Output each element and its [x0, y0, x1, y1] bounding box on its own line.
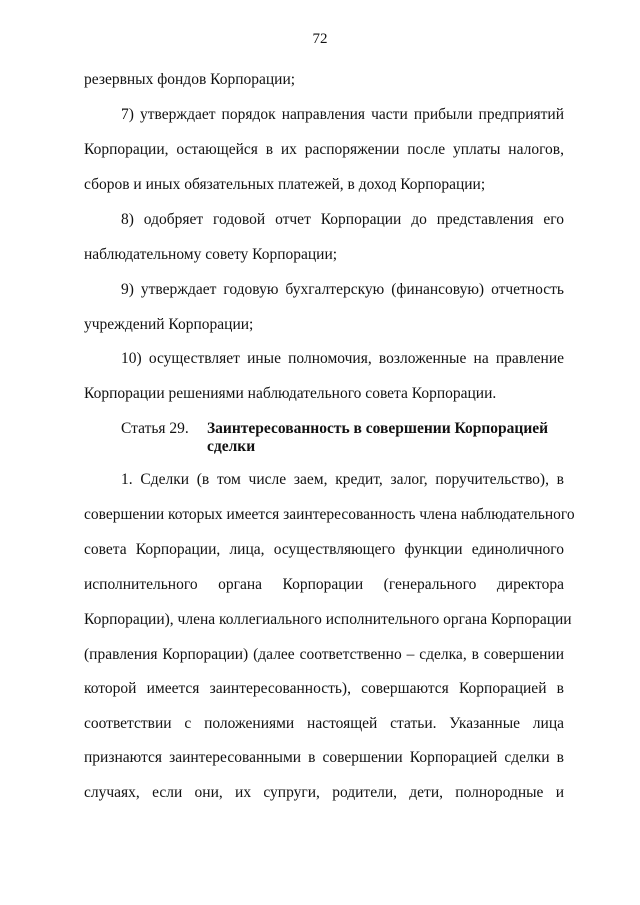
text-line: учреждений Корпорации; — [84, 316, 254, 333]
article-title-line: сделки — [207, 438, 256, 455]
text-line: Корпорации, остающейся в их распоряжении после уплаты налогов, — [84, 141, 564, 158]
article-number: Статья 29. — [121, 420, 189, 437]
page-number: 72 — [312, 31, 328, 47]
paragraph-1-line: 1. Сделки (в том числе заем, кредит, залог, поручительство), в — [121, 471, 564, 488]
list-item-10-line: 10) осуществляет иные полномочия, возложенные на правление — [121, 350, 564, 367]
text-line: наблюдательному совету Корпорации; — [84, 246, 338, 263]
article-title-line: Заинтересованность в совершении Корпорацией — [207, 420, 549, 437]
text-line: совета Корпорации, лица, осуществляющего функции единоличного — [84, 541, 564, 558]
text-line: совершении которых имеется заинтересованность члена наблюдательного — [84, 506, 575, 523]
list-item-9-line: 9) утверждает годовую бухгалтерскую (финансовую) отчетность — [121, 281, 564, 298]
text-line: соответствии с положениями настоящей статьи. Указанные лица — [84, 715, 564, 732]
text-line: Корпорации), члена коллегиального исполнительного органа Корпорации — [84, 611, 572, 628]
text-line: Корпорации решениями наблюдательного совета Корпорации. — [84, 385, 497, 402]
text-line: сборов и иных обязательных платежей, в доход Корпорации; — [84, 176, 486, 193]
text-line: которой имеется заинтересованность), совершаются Корпорацией в — [84, 680, 564, 697]
text-line: случаях, если они, их супруги, родители, дети, полнородные и — [84, 784, 564, 801]
text-line: (правления Корпорации) (далее соответственно – сделка, в совершении — [84, 646, 564, 663]
text-line: признаются заинтересованными в совершении Корпорацией сделки в — [84, 749, 564, 766]
text-line: исполнительного органа Корпорации (генерального директора — [84, 576, 564, 593]
list-item-7-line: 7) утверждает порядок направления части прибыли предприятий — [121, 106, 564, 123]
list-item-8-line: 8) одобряет годовой отчет Корпорации до представления его — [121, 211, 564, 228]
text-line: резервных фондов Корпорации; — [84, 71, 296, 88]
article-title — [207, 420, 557, 456]
